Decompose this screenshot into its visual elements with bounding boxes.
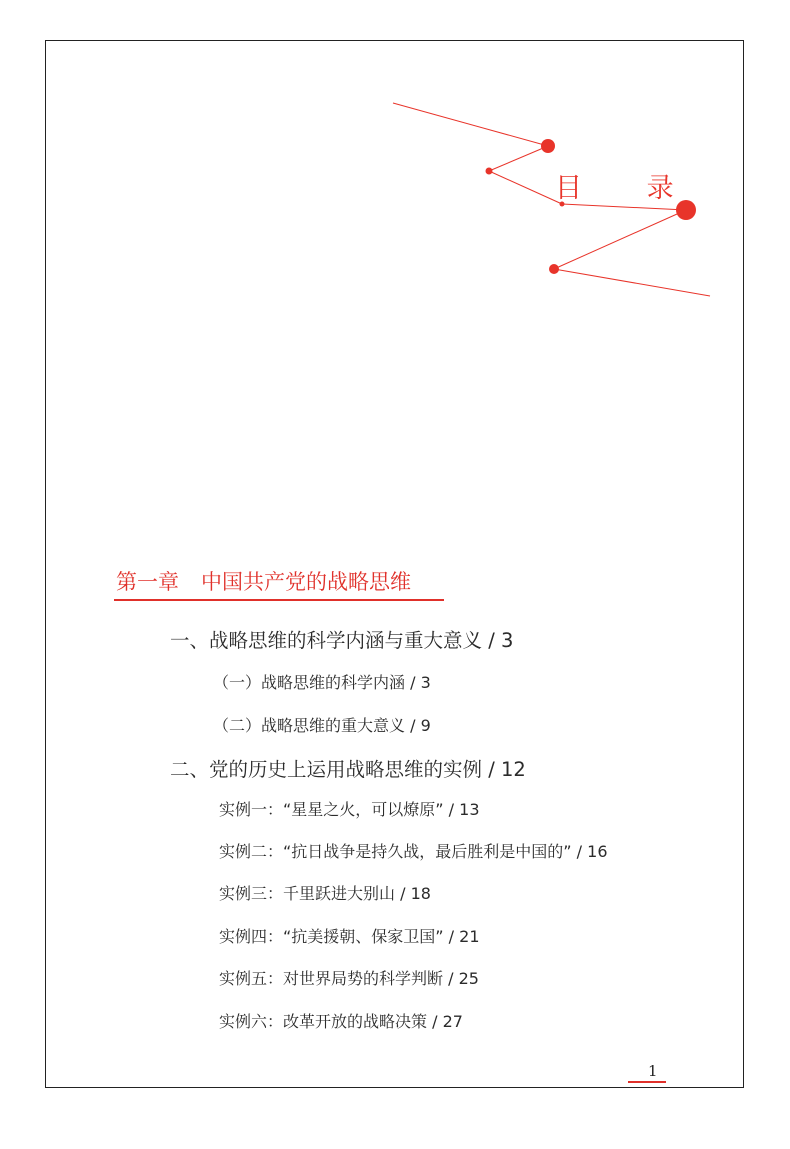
deco-node-1 — [541, 139, 555, 153]
deco-line-2 — [489, 146, 548, 171]
toc-example-5[interactable]: 实例五：对世界局势的科学判断 / 25 — [219, 969, 479, 988]
toc-example-2[interactable]: 实例二：“抗日战争是持久战，最后胜利是中国的” / 16 — [219, 842, 608, 861]
chapter-underline — [114, 599, 444, 601]
toc-subsection-1-1[interactable]: （一）战略思维的科学内涵 / 3 — [213, 673, 431, 692]
deco-line-1 — [393, 103, 548, 146]
chapter-label: 第一章 — [116, 570, 179, 594]
chapter-title: 中国共产党的战略思维 — [201, 570, 411, 594]
toc-example-1[interactable]: 实例一：“星星之火，可以燎原” / 13 — [219, 800, 480, 819]
deco-node-2 — [486, 168, 493, 175]
toc-example-6[interactable]: 实例六：改革开放的战略决策 / 27 — [219, 1012, 463, 1031]
toc-example-4[interactable]: 实例四：“抗美援朝、保家卫国” / 21 — [219, 927, 480, 946]
toc-example-3[interactable]: 实例三：千里跃进大别山 / 18 — [219, 884, 431, 903]
page-number: 1 — [648, 1062, 658, 1080]
toc-section-2[interactable]: 二、党的历史上运用战略思维的实例 / 12 — [170, 758, 526, 781]
chapter-heading[interactable] — [116, 566, 411, 596]
deco-node-5 — [549, 264, 559, 274]
deco-line-6 — [554, 269, 710, 296]
page-number-underline — [628, 1081, 666, 1083]
deco-line-5 — [554, 210, 686, 269]
toc-title: 目 录 — [555, 173, 702, 204]
toc-section-1[interactable]: 一、战略思维的科学内涵与重大意义 / 3 — [170, 629, 514, 652]
toc-subsection-1-2[interactable]: （二）战略思维的重大意义 / 9 — [213, 716, 431, 735]
deco-line-3 — [489, 171, 562, 204]
